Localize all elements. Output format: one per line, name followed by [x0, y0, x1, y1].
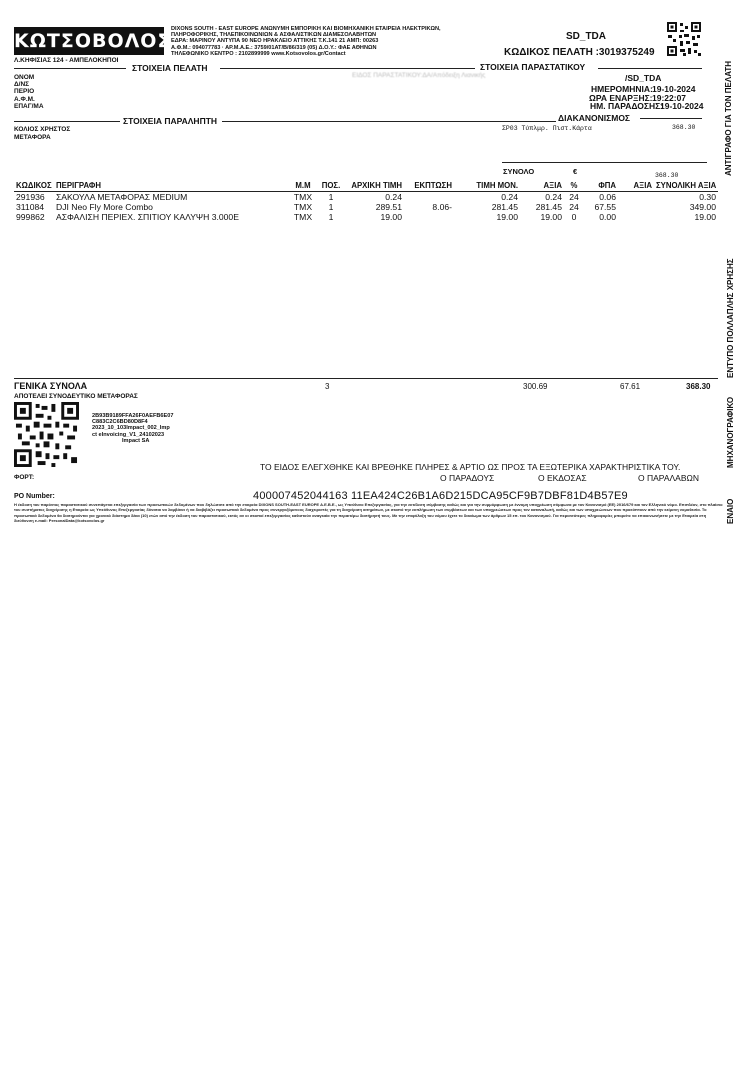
qr-line: C883C2C6BD80D8F4 — [92, 419, 148, 426]
qr-code-icon — [14, 402, 79, 467]
qr-code-icon — [666, 21, 702, 57]
cell-unit-price: 281.45 — [491, 202, 518, 213]
cell-qty: 1 — [328, 212, 334, 223]
cell-description: ΣΑΚΟΥΛΑ ΜΕΤΑΦΟΡΑΣ MEDIUM — [56, 192, 188, 202]
cell-code: 999862 — [16, 212, 45, 223]
col-vat-pct: % — [564, 181, 584, 192]
cell-original-price: 19.00 — [380, 212, 402, 223]
qr-line: 2023_10_103Impact_002_Imp — [92, 425, 170, 432]
cell-unit-price: 19.00 — [496, 212, 518, 223]
cell-vat-pct: 24 — [569, 202, 579, 213]
total-label: ΣΥΝΟΛΟ — [503, 167, 535, 176]
divider — [640, 118, 702, 119]
cell-value: 19.00 — [540, 212, 562, 223]
po-number-label: PO Number: — [14, 493, 55, 500]
totals-grand-total: 368.30 — [686, 382, 711, 391]
cell-unit: ΤΜΧ — [293, 192, 313, 202]
qr-info — [92, 413, 173, 444]
divider — [220, 68, 475, 69]
unified-label: ΕΝΑΙΟ — [726, 498, 735, 524]
copy-for-customer-label: ΑΝΤΙΓΡΑΦΟ ΓΙΑ ΤΟΝ ΠΕΛΑΤΗ — [724, 60, 733, 176]
totals-value: 300.69 — [523, 382, 548, 391]
cell-value: 0.24 — [545, 192, 562, 202]
transport-note: ΑΠΟΤΕΛΕΙ ΣΥΝΟΔΕΥΤΙΚΟ ΜΕΤΑΦΟΡΑΣ — [14, 393, 138, 400]
fort-label: ΦΟΡΤ: — [14, 474, 35, 481]
col-vat-value: ΑΞΙΑ — [618, 181, 654, 192]
col-discount: ΕΚΠΤΩΣΗ — [404, 181, 454, 192]
col-unit: Μ.Μ — [288, 181, 318, 192]
divider — [502, 162, 707, 163]
cell-unit: ΤΜΧ — [293, 212, 313, 223]
doc-series: SD_TDA — [566, 31, 607, 42]
cell-vat: 0.06 — [599, 192, 616, 202]
document-type: ΕΙΔΟΣ ΠΑΡΑΣΤΑΤΙΚΟΥ:ΔΑ/Απόδειξη Λιανικής — [352, 72, 486, 79]
col-vat: ΦΠΑ — [584, 181, 618, 192]
company-line: Α.Φ.Μ.: 094077783 · ΑΡ.Μ.Α.Ε.: 3759/01ΑΤ/Β/86/319 (05) Δ.Ο.Υ.: ΦΑΕ ΑΘΗΝΩΝ — [171, 44, 377, 51]
label-address: Δ/ΝΣ — [14, 81, 30, 89]
doc-series-right: /SD_TDA — [625, 73, 662, 83]
label-area: ΠΕΡΙΟ — [14, 88, 35, 96]
cell-vat: 0.00 — [599, 212, 616, 223]
currency: € — [573, 167, 578, 176]
cell-empty — [618, 202, 654, 212]
totals-vat: 67.61 — [620, 382, 641, 391]
recipient-name: ΚΟΛΙΟΣ ΧΡΗΣΤΟΣ — [14, 126, 71, 133]
col-unit-price: ΤΙΜΗ ΜΟΝ. — [454, 181, 520, 192]
mechanographic-label: ΜΗΧΑΝΟΓΡΑΦΙΚΟ — [726, 396, 735, 468]
cell-description: DJI Neo Fly More Combo — [56, 202, 153, 213]
cell-total: 19.00 — [694, 212, 716, 223]
table-row — [14, 212, 718, 222]
cell-qty: 1 — [328, 202, 334, 213]
company-info — [171, 26, 511, 57]
settlement-heading: ΔΙΑΚΑΝΟΝΙΣΜΟΣ — [558, 113, 631, 123]
company-line: ΠΛΗΡΟΦΟΡΙΚΗΣ, ΤΗΛΕΠΙΚΟΙΝΩΝΙΩΝ & ΑΣΦΑΛΙΣΤΙΚΩΝ ΔΙΑΜΕΣΟΛΑΒΗΤΩΝ — [171, 32, 377, 39]
cell-value: 281.45 — [535, 202, 562, 213]
receiver-signature: Ο ΠΑΡΑΛΑΒΩΝ — [638, 473, 699, 483]
col-original-price: ΑΡΧΙΚΗ ΤΙΜΗ — [344, 181, 404, 192]
cell-discount: 8.06- — [432, 202, 452, 213]
col-total: ΣΥΝΟΛΙΚΗ ΑΞΙΑ — [656, 181, 717, 190]
qr-line: 2B93B9189FFA26F0AEFB6E07 — [92, 413, 174, 419]
cell-total: 0.30 — [699, 192, 716, 202]
company-line: ΤΗΛΕΦΩΝΙΚΟ ΚΕΝΤΡΟ : 2102899999 www.Kotsovolos.gr/Contact — [171, 50, 346, 57]
divider — [14, 378, 718, 379]
date-label: ΗΜΕΡΟΜΗΝΙΑ: — [591, 84, 653, 94]
col-code: ΚΩΔΙΚΟΣ — [14, 181, 54, 192]
col-description: ΠΕΡΙΓΡΑΦΗ — [54, 181, 288, 192]
cell-code: 291936 — [16, 192, 45, 202]
settlement-total: 368.30 — [655, 172, 679, 179]
customer-heading: ΣΤΟΙΧΕΙΑ ΠΕΛΑΤΗ — [132, 63, 208, 73]
payment-method: ΣΡ03 Τύπλμρ. Πιστ.Κάρτα — [502, 125, 592, 132]
issuer-signature: Ο ΕΚΔΟΣΑΣ — [538, 473, 587, 483]
cell-original-price: 0.24 — [385, 192, 402, 202]
multi-use-form-label: ΕΝΤΥΠΟ ΠΟΛΛΑΠΛΗΣ ΧΡΗΣΗΣ — [726, 258, 735, 378]
delivery-date-label: ΗΜ. ΠΑΡΑΔΟΣΗΣ: — [590, 101, 664, 111]
inspection-statement: ΤΟ ΕΙΔΟΣ ΕΛΕΓΧΘΗΚΕ ΚΑΙ ΒΡΕΘΗΚΕ ΠΛΗΡΕΣ & ΑΡΤΙΟ ΩΣ ΠΡΟΣ ΤΑ ΕΞΩΤΕΡΙΚΑ ΧΑΡΑΚΤΗΡΙΣΤΙΚΑ ΤΟΥ. — [260, 462, 681, 472]
totals-qty: 3 — [325, 382, 330, 391]
cell-qty: 1 — [328, 192, 334, 202]
payment-amount: 368.30 — [672, 124, 696, 131]
store-address: Λ.ΚΗΦΙΣΙΑΣ 124 - ΑΜΠΕΛΟΚΗΠΟΙ — [14, 57, 119, 64]
divider — [598, 68, 702, 69]
table-row — [14, 202, 718, 212]
cell-empty — [618, 192, 654, 203]
delivery-date-value: 19-10-2024 — [660, 101, 704, 111]
company-line: ΕΔΡΑ: ΜΑΡΙΝΟΥ ΑΝΤΥΠΑ 90 ΝΕΟ ΗΡΑΚΛΕΙΟ ΑΤΤΙΚΗΣ Τ.Κ.141 21 ΑΜΠ: 00263 — [171, 38, 379, 45]
cell-vat-pct: 0 — [571, 212, 577, 223]
table-header-row — [14, 181, 718, 192]
items-table — [14, 181, 718, 223]
company-line: DIXONS SOUTH - EAST EUROPE ΑΝΩΝΥΜΗ ΕΜΠΟΡΙΚΗ ΚΑΙ ΒΙΟΜΗΧΑΝΙΚΗ ΕΤΑΙΡΕΙΑ ΗΛΕΚΤΡΙΚΩΝ, — [171, 26, 441, 32]
date-value: 19-10-2024 — [652, 84, 696, 94]
cell-discount — [404, 192, 454, 203]
recipient-heading: ΣΤΟΙΧΕΙΑ ΠΑΡΑΛΗΠΤΗ — [123, 116, 218, 126]
start-time-value: 19:22:07 — [652, 93, 687, 103]
customer-labels — [14, 74, 44, 110]
label-profession: ΕΠΑΓ/ΜΑ — [14, 102, 44, 110]
cell-description: ΑΣΦΑΛΙΣΗ ΠΕΡΙΕΧ. ΣΠΙΤΙΟΥ ΚΑΛΥΨΗ 3.000E — [56, 212, 239, 223]
cell-total: 349.00 — [689, 202, 716, 213]
start-time-label: ΩΡΑ ΕΝΑΡΞΗΣ: — [589, 93, 653, 103]
label-name: ΟΝΟΜ — [14, 74, 35, 81]
document-heading: ΣΤΟΙΧΕΙΑ ΠΑΡΑΣΤΑΤΙΚΟΥ — [480, 62, 586, 72]
divider — [14, 68, 126, 69]
legal-notice: Η έκδοση του παρόντος παραστατικού συνεπάγεται επεξεργασία των προσωπικών δεδομένων που δηλώσατε από την εταιρεία DIXONS SOUTH-EAST EUROPE Α.Ε.Β.Ε., ως Υπεύθυνο Επεξεργασίας, για την εκτέλεση σύμβασης καθώς και για την συμμόρφωση με έννομη υποχρέωση σύμφωνα με τον Κανονισμό (ΕΕ) 2016/679 και τον Ελληνικό νόμο. Επιπλέον, στο πλαίσιο του συστήματος διαχείρισης η Εταιρεία ως Υπεύθυνος Επεξεργασίας δύναται να λαμβάνει ή να διαβιβάζει προσωπικά δεδομένα προς συνεργαζόμενους διαχειριστές για τη διαχείριση αιτημάτων, με σκοπό την εκπλήρωση των συμβάσεων και των υποχρεώσεων προς τον καταναλωτή, καθώς και των υποχρεώσεων που προκύπτουν από την κείμενη νομοθεσία. Το προσωπικά δεδομένα θα διατηρούνται για χρονικό διάστημα δέκα (10) ετών από την έκδοση του παραστατικού, εκτός αν οι σκοποί επεξεργασίας καθιστούν αναγκαία την περαιτέρω διατήρησή τους. Με την επιφύλαξη του νόμου έχετε το δικαίωμα των άρθρων 15 επ. του Κανονισμού. Για περισσότερες πληροφορίες μπορείτε να επικοινωνήσετε με την Εταιρεία στη διεύθυνση e-mail: PersonalData@kotsovolos.gr — [14, 502, 723, 523]
recipient-label: ΜΕΤΑΦΟΡΑ — [14, 134, 51, 141]
kotsovolos-logo: ΚΩΤΣΟΒΟΛΟΣ — [14, 27, 164, 55]
general-totals-label: ΓΕΝΙΚΑ ΣΥΝΟΛΑ — [14, 381, 88, 391]
cell-vat-pct: 24 — [569, 192, 579, 202]
col-qty: ΠΟΣ. — [318, 181, 344, 192]
qr-line: ct eInvoicing_V1_24102023 — [92, 431, 165, 438]
qr-line: Impact SA — [122, 437, 150, 444]
cell-unit: ΤΜΧ — [293, 202, 313, 213]
deliverer-signature: Ο ΠΑΡΑΔΟΥΣ — [440, 473, 495, 483]
document-mark-code: 400007452044163 11EA424C26B1A6D215DCA95CF9B7DBF81D4B57E9 — [253, 490, 628, 502]
cell-empty — [618, 212, 654, 222]
cell-code: 311084 — [16, 202, 45, 213]
divider — [222, 121, 556, 122]
table-row — [14, 192, 718, 203]
label-vat-number: Α.Φ.Μ. — [14, 95, 35, 103]
customer-code: ΚΩΔΙΚΟΣ ΠΕΛΑΤΗ :3019375249 — [504, 47, 655, 58]
divider — [14, 121, 120, 122]
cell-unit-price: 0.24 — [501, 192, 518, 202]
cell-vat: 67.55 — [594, 202, 616, 213]
cell-discount — [404, 212, 454, 222]
col-value: ΑΞΙΑ — [520, 181, 564, 192]
cell-original-price: 289.51 — [375, 202, 402, 213]
